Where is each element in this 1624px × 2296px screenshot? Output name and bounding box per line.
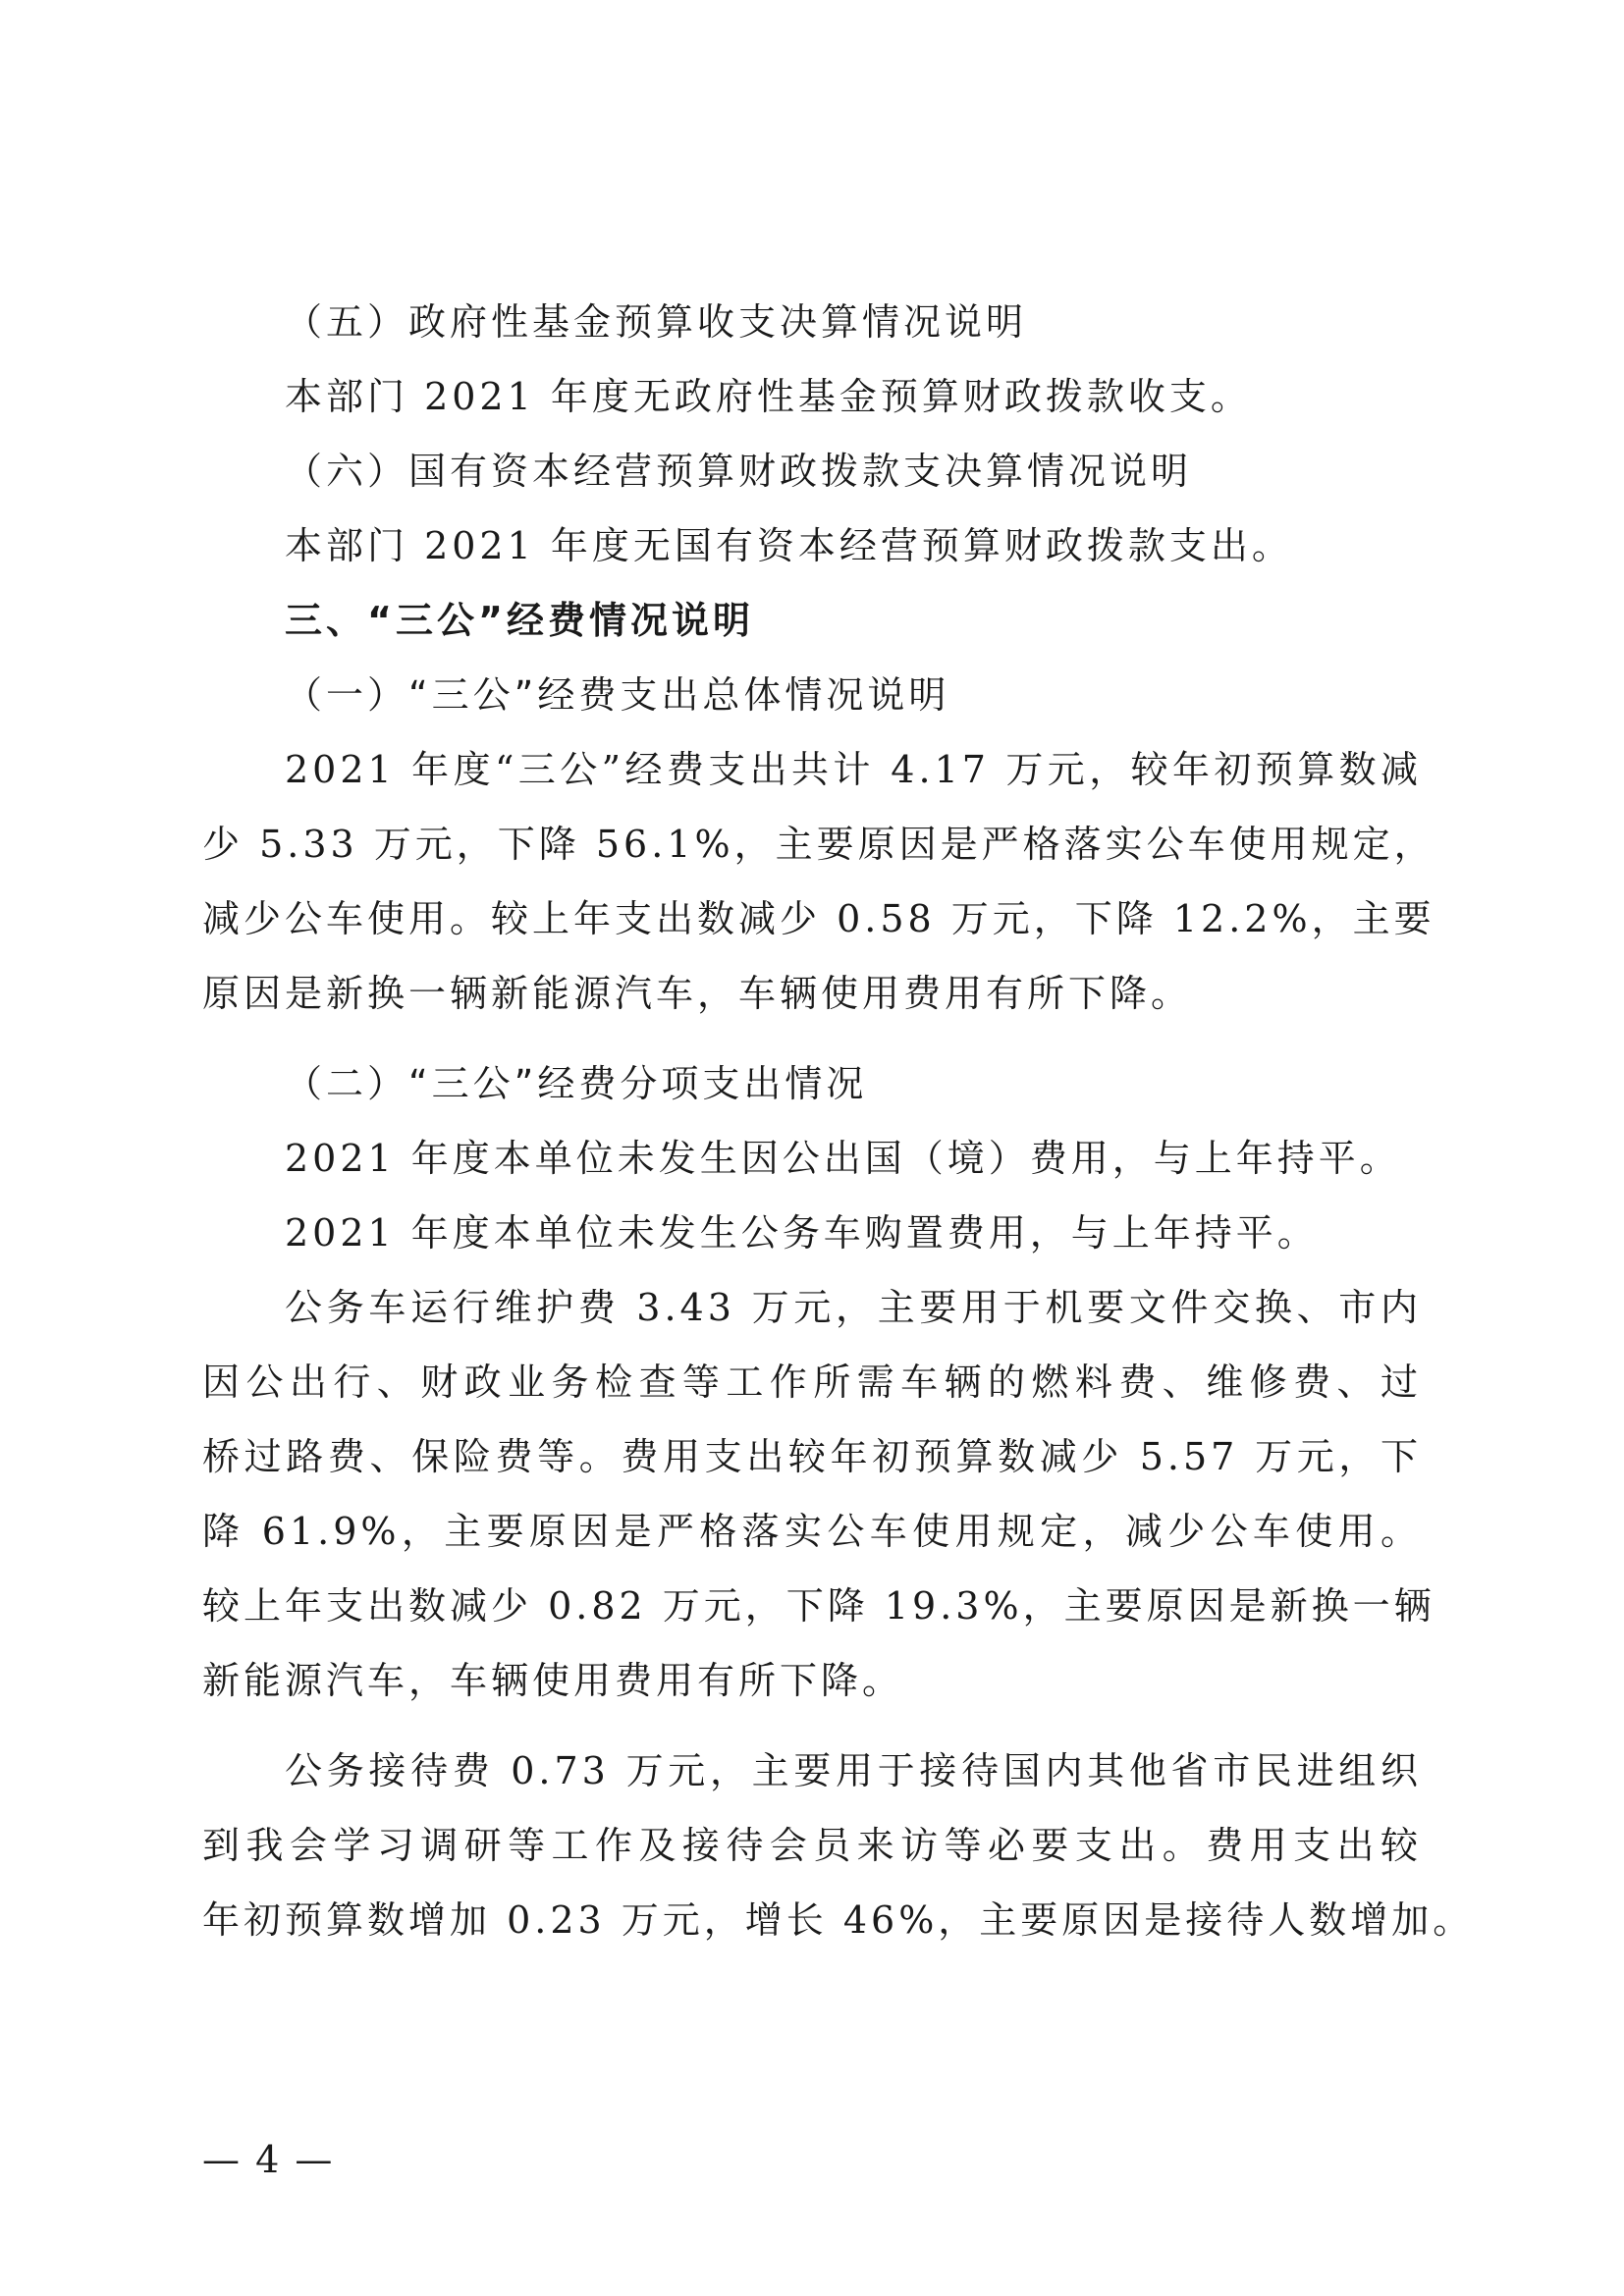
paragraph-vehicle-maintenance-line-2: 因公出行、财政业务检查等工作所需车辆的燃料费、维修费、过 <box>202 1361 1422 1404</box>
subsection-heading-overall: （一）“三公”经费支出总体情况说明 <box>285 673 950 717</box>
paragraph-reception-line-1: 公务接待费 0.73 万元，主要用于接待国内其他省市民进组织 <box>285 1749 1422 1792</box>
paragraph-state-capital: 本部门 2021 年度无国有资本经营预算财政拨款支出。 <box>285 524 1293 567</box>
paragraph-overall-line-2: 少 5.33 万元，下降 56.1%，主要原因是严格落实公车使用规定， <box>202 823 1435 866</box>
paragraph-vehicle-maintenance-line-1: 公务车运行维护费 3.43 万元，主要用于机要文件交换、市内 <box>285 1286 1422 1329</box>
section-heading-three-public: 三、“三公”经费情况说明 <box>285 599 754 642</box>
subsection-heading-itemized: （二）“三公”经费分项支出情况 <box>285 1062 868 1105</box>
paragraph-government-fund: 本部门 2021 年度无政府性基金预算财政拨款收支。 <box>285 375 1252 418</box>
paragraph-vehicle-maintenance-line-3: 桥过路费、保险费等。费用支出较年初预算数减少 5.57 万元，下 <box>202 1435 1422 1478</box>
paragraph-overall-line-1: 2021 年度“三公”经费支出共计 4.17 万元，较年初预算数减 <box>285 748 1422 791</box>
paragraph-abroad-expense: 2021 年度本单位未发生因公出国（境）费用，与上年持平。 <box>285 1137 1401 1180</box>
paragraph-vehicle-purchase: 2021 年度本单位未发生公务车购置费用，与上年持平。 <box>285 1211 1319 1255</box>
paragraph-reception-line-3: 年初预算数增加 0.23 万元，增长 46%，主要原因是接待人数增加。 <box>202 1898 1475 1942</box>
paragraph-vehicle-maintenance-line-6: 新能源汽车，车辆使用费用有所下降。 <box>202 1659 904 1702</box>
paragraph-vehicle-maintenance-line-4: 降 61.9%，主要原因是严格落实公车使用规定，减少公车使用。 <box>202 1510 1422 1553</box>
paragraph-reception-line-2: 到我会学习调研等工作及接待会员来访等必要支出。费用支出较 <box>202 1824 1422 1867</box>
section-heading-state-capital: （六）国有资本经营预算财政拨款支决算情况说明 <box>285 450 1193 493</box>
paragraph-overall-line-3: 减少公车使用。较上年支出数减少 0.58 万元，下降 12.2%，主要 <box>202 897 1435 940</box>
page-number: — 4 — <box>202 2138 335 2181</box>
section-heading-government-fund: （五）政府性基金预算收支决算情况说明 <box>285 300 1028 344</box>
paragraph-vehicle-maintenance-line-5: 较上年支出数减少 0.82 万元，下降 19.3%，主要原因是新换一辆 <box>202 1584 1435 1628</box>
paragraph-overall-line-4: 原因是新换一辆新能源汽车，车辆使用费用有所下降。 <box>202 972 1193 1015</box>
